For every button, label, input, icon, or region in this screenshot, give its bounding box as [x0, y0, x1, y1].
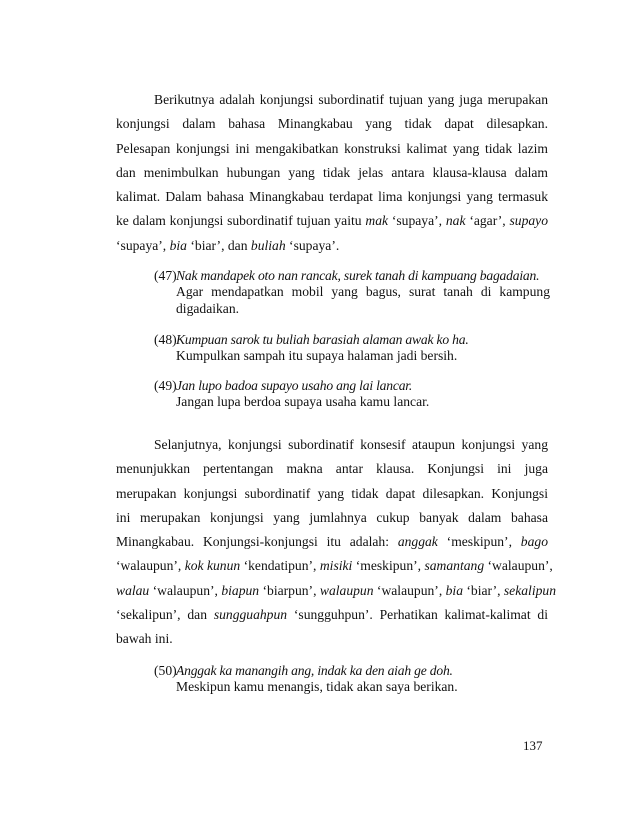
example-number: (49) [154, 378, 177, 393]
example-source-sentence: Nak mandapek oto nan rancak, surek tanah di kampuang bagadaian. [176, 268, 540, 283]
text-run: ke dalam konjungsi subordinatif tujuan yaitu [116, 213, 366, 229]
text-line [116, 579, 556, 603]
text-line [116, 554, 553, 578]
term-misiki: misiki [319, 558, 353, 574]
text-line: Berikutnya adalah konjungsi subordinatif tujuan yang juga merupakan [154, 92, 548, 107]
text-run: ‘biar’, [463, 582, 504, 598]
text-line [116, 234, 548, 258]
text-line: merupakan konjungsi subordinatif yang tidak dapat dilesapkan. Konjungsi [116, 485, 548, 501]
text-line: menunjukkan pertentangan makna antar klausa. Konjungsi ini juga [116, 461, 548, 477]
translation-line: Agar mendapatkan mobil yang bagus, surat tanah di kampung [176, 284, 550, 299]
term-sungguahpun: sungguahpun [213, 607, 288, 623]
example-47 [154, 267, 550, 317]
example-number: (47) [154, 268, 177, 283]
example-translation [176, 347, 550, 364]
text-run: ‘walaupun’, [373, 582, 446, 598]
term-bia: bia [445, 582, 463, 598]
example-source-sentence: Jan lupo badoa supayo usaho ang lai lancar. [176, 378, 413, 393]
text-run: ‘supaya’. [285, 237, 340, 253]
term-samantang: samantang [424, 558, 485, 574]
text-line [116, 209, 548, 233]
text-line: ini merupakan konjungsi yang jumlahnya cukup banyak dalam bahasa [116, 509, 548, 525]
paragraph-purpose-conjunctions [116, 88, 548, 258]
example-49 [154, 377, 550, 411]
page-number: 137 [523, 738, 543, 753]
paragraph-concessive-conjunctions [116, 433, 556, 652]
example-translation [176, 283, 550, 317]
term-supayo: supayo [509, 213, 548, 229]
example-number: (48) [154, 332, 177, 347]
text-run: ‘walaupun’, [484, 558, 553, 574]
translation-line: Kumpulkan sampah itu supaya halaman jadi bersih. [176, 348, 458, 363]
term-buliah: buliah [250, 237, 286, 253]
text-run: ‘walaupun’, [116, 558, 185, 574]
term-biapun: biapun [221, 582, 260, 598]
term-bago: bago [520, 534, 548, 550]
text-run: ‘meskipun’, [437, 534, 521, 550]
example-48 [154, 331, 550, 365]
example-50 [154, 662, 550, 696]
term-bia: bia [169, 237, 187, 253]
example-source-sentence: Kumpuan sarok tu buliah barasiah alaman awak ko ha. [176, 332, 469, 347]
term-walau: walau [116, 582, 150, 598]
text-run: ‘sungguhpun’. Perhatikan kalimat-kalimat di [287, 607, 549, 623]
translation-line: digadaikan. [176, 301, 240, 316]
term-sekalipun: sekalipun [503, 582, 556, 598]
example-number: (50) [154, 663, 177, 678]
text-run: ‘sekalipun’, dan [116, 607, 214, 623]
example-source-sentence: Anggak ka manangih ang, indak ka den aiah ge doh. [176, 663, 453, 678]
example-translation [176, 678, 550, 695]
text-run: ‘meskipun’, [352, 558, 425, 574]
text-run: ‘biar’, dan [186, 237, 251, 253]
translation-line: Meskipun kamu menangis, tidak akan saya berikan. [176, 679, 458, 694]
text-line: Pelesapan konjungsi ini mengakibatkan konstruksi kalimat yang tidak lazim [116, 140, 548, 156]
text-line: kalimat. Dalam bahasa Minangkabau terdapat lima konjungsi yang termasuk [116, 189, 548, 205]
text-run: Minangkabau. Konjungsi-konjungsi itu adalah: [116, 534, 398, 550]
text-line [116, 530, 548, 554]
term-walaupun: walaupun [319, 582, 374, 598]
text-line: dan menimbulkan hubungan yang tidak jelas antara klausa-klausa dalam [116, 164, 548, 180]
text-line: bawah ini. [116, 631, 173, 647]
text-run: ‘biarpun’, [259, 582, 320, 598]
term-kok-kunun: kok kunun [184, 558, 241, 574]
term-anggak: anggak [397, 534, 438, 550]
term-nak: nak [445, 213, 466, 229]
text-run: ‘kendatipun’, [240, 558, 320, 574]
translation-line: Jangan lupa berdoa supaya usaha kamu lancar. [176, 394, 430, 409]
text-run: ‘supaya’, [388, 213, 446, 229]
text-run: ‘agar’, [465, 213, 510, 229]
example-translation [176, 393, 550, 410]
term-mak: mak [365, 213, 389, 229]
text-line [116, 603, 548, 627]
text-line: Selanjutnya, konjungsi subordinatif konsesif ataupun konjungsi yang [154, 437, 548, 452]
text-run: ‘walaupun’, [149, 582, 222, 598]
text-run: ‘supaya’, [116, 237, 170, 253]
text-line: konjungsi dalam bahasa Minangkabau yang tidak dapat dilesapkan. [116, 116, 548, 132]
